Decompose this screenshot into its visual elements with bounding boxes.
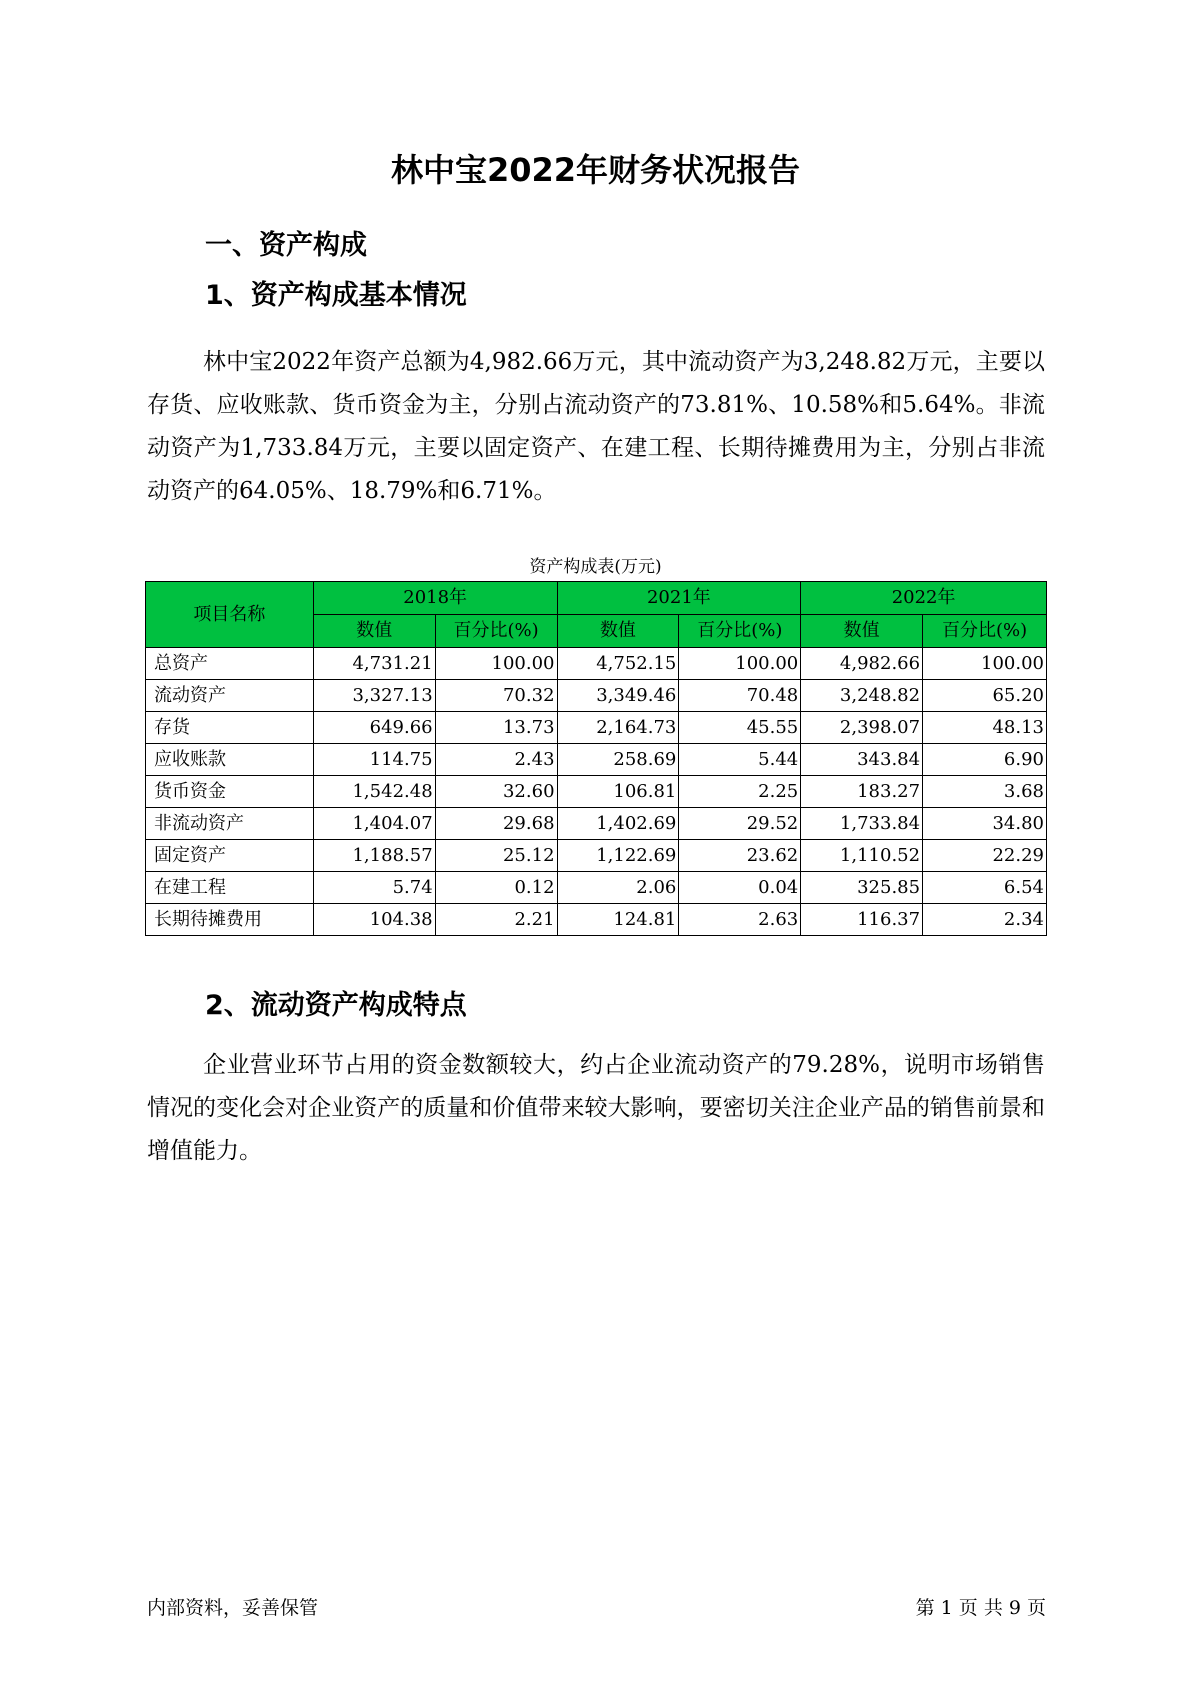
cell-percent: 23.62 [679, 840, 801, 872]
table-row [146, 680, 1047, 712]
cell-percent: 25.12 [435, 840, 557, 872]
report-title: 林中宝2022年财务状况报告 [390, 151, 801, 189]
row-item-name: 存货 [146, 712, 314, 744]
table-row [146, 904, 1047, 936]
cell-percent: 100.00 [923, 648, 1047, 680]
paragraph-current-assets-features: 企业营业环节占用的资金数额较大，约占企业流动资产的79.28%，说明市场销售情况的变化会对企业资产的质量和价值带来较大影响，要密切关注企业产品的销售前景和增值能力。 [147, 1052, 1045, 1164]
cell-value: 114.75 [313, 744, 435, 776]
cell-percent: 6.54 [923, 872, 1047, 904]
cell-percent: 2.63 [679, 904, 801, 936]
cell-value: 5.74 [313, 872, 435, 904]
cell-percent: 34.80 [923, 808, 1047, 840]
header-value: 数值 [801, 615, 923, 648]
cell-value: 4,752.15 [557, 648, 679, 680]
footer-page-number: 第 1 页 共 9 页 [915, 1597, 1046, 1619]
header-percent: 百分比(%) [435, 615, 557, 648]
cell-value: 124.81 [557, 904, 679, 936]
cell-value: 104.38 [313, 904, 435, 936]
table-row [146, 776, 1047, 808]
cell-value: 116.37 [801, 904, 923, 936]
row-item-name: 流动资产 [146, 680, 314, 712]
cell-value: 1,122.69 [557, 840, 679, 872]
cell-value: 4,982.66 [801, 648, 923, 680]
cell-percent: 5.44 [679, 744, 801, 776]
table-caption: 资产构成表(万元) [529, 557, 662, 577]
row-item-name: 应收账款 [146, 744, 314, 776]
cell-value: 183.27 [801, 776, 923, 808]
header-year: 2018年 [313, 582, 557, 615]
section-heading-asset-composition: 一、资产构成 [205, 230, 367, 261]
cell-percent: 100.00 [679, 648, 801, 680]
cell-value: 649.66 [313, 712, 435, 744]
cell-value: 1,188.57 [313, 840, 435, 872]
subheading-current-assets-features: 2、流动资产构成特点 [205, 990, 467, 1021]
cell-value: 1,542.48 [313, 776, 435, 808]
table-row [146, 840, 1047, 872]
header-value: 数值 [313, 615, 435, 648]
cell-percent: 29.52 [679, 808, 801, 840]
cell-percent: 32.60 [435, 776, 557, 808]
row-item-name: 长期待摊费用 [146, 904, 314, 936]
cell-percent: 22.29 [923, 840, 1047, 872]
cell-percent: 2.21 [435, 904, 557, 936]
cell-percent: 65.20 [923, 680, 1047, 712]
table-header-row-years [146, 582, 1047, 615]
cell-percent: 13.73 [435, 712, 557, 744]
cell-percent: 70.48 [679, 680, 801, 712]
table-row [146, 744, 1047, 776]
cell-percent: 2.43 [435, 744, 557, 776]
cell-value: 2.06 [557, 872, 679, 904]
cell-value: 3,248.82 [801, 680, 923, 712]
row-item-name: 在建工程 [146, 872, 314, 904]
subheading-basic-situation: 1、资产构成基本情况 [205, 280, 467, 311]
cell-percent: 0.12 [435, 872, 557, 904]
cell-percent: 3.68 [923, 776, 1047, 808]
row-item-name: 非流动资产 [146, 808, 314, 840]
cell-percent: 48.13 [923, 712, 1047, 744]
header-item-name: 项目名称 [146, 582, 314, 648]
cell-percent: 2.25 [679, 776, 801, 808]
cell-percent: 0.04 [679, 872, 801, 904]
cell-value: 258.69 [557, 744, 679, 776]
cell-percent: 100.00 [435, 648, 557, 680]
cell-value: 1,110.52 [801, 840, 923, 872]
cell-value: 325.85 [801, 872, 923, 904]
table-row [146, 808, 1047, 840]
cell-percent: 45.55 [679, 712, 801, 744]
cell-value: 2,164.73 [557, 712, 679, 744]
cell-value: 4,731.21 [313, 648, 435, 680]
table-row [146, 712, 1047, 744]
paragraph-basic-situation: 林中宝2022年资产总额为4,982.66万元，其中流动资产为3,248.82万元，主要以存货、应收账款、货币资金为主，分别占流动资产的73.81%、10.58%和5.64%。非流动资产为1,733.84万元，主要以固定资产、在建工程、长期待摊费用为主，分别占非流动资产的64.05%、18.79%和6.71%。 [147, 349, 1045, 504]
cell-value: 343.84 [801, 744, 923, 776]
header-percent: 百分比(%) [923, 615, 1047, 648]
header-value: 数值 [557, 615, 679, 648]
footer-confidential-note: 内部资料，妥善保管 [147, 1597, 319, 1619]
row-item-name: 货币资金 [146, 776, 314, 808]
row-item-name: 总资产 [146, 648, 314, 680]
cell-value: 2,398.07 [801, 712, 923, 744]
table-row [146, 648, 1047, 680]
table-row [146, 872, 1047, 904]
cell-value: 106.81 [557, 776, 679, 808]
cell-value: 3,349.46 [557, 680, 679, 712]
cell-value: 1,404.07 [313, 808, 435, 840]
header-percent: 百分比(%) [679, 615, 801, 648]
cell-percent: 2.34 [923, 904, 1047, 936]
header-year: 2021年 [557, 582, 801, 615]
cell-percent: 70.32 [435, 680, 557, 712]
cell-value: 3,327.13 [313, 680, 435, 712]
row-item-name: 固定资产 [146, 840, 314, 872]
cell-value: 1,402.69 [557, 808, 679, 840]
asset-composition-table [145, 581, 1047, 936]
cell-value: 1,733.84 [801, 808, 923, 840]
header-year: 2022年 [801, 582, 1047, 615]
cell-percent: 29.68 [435, 808, 557, 840]
cell-percent: 6.90 [923, 744, 1047, 776]
table-body [146, 648, 1047, 936]
